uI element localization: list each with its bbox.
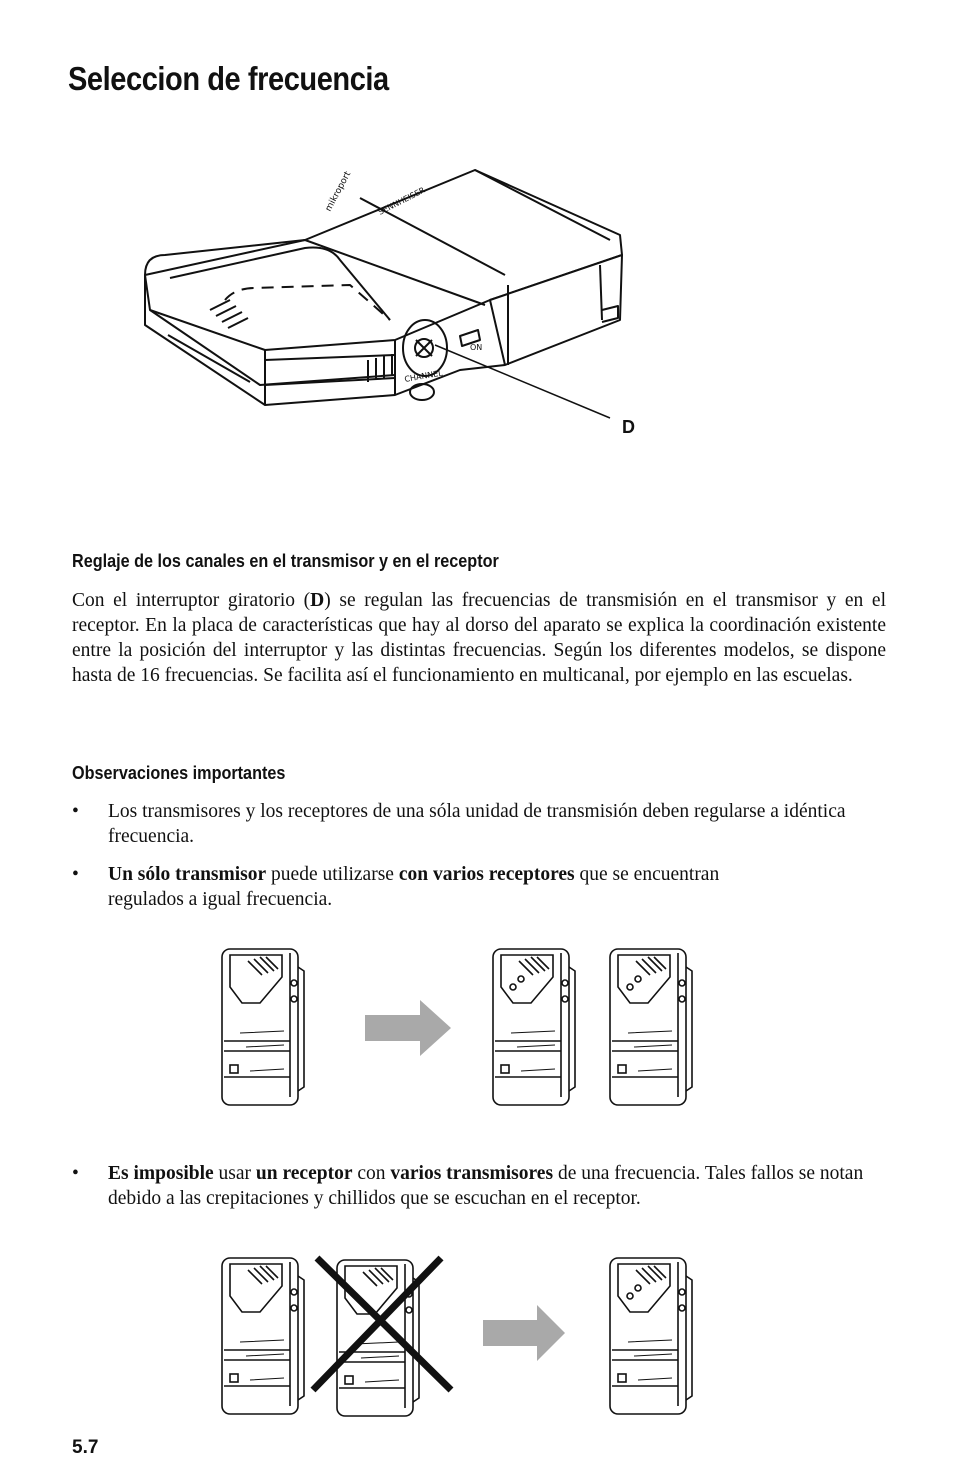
callout-label-d: D (622, 417, 635, 437)
bullet-item-2 (72, 862, 772, 912)
section-heading-channels: Reglaje de los canales en el transmisor y en el receptor (72, 551, 499, 571)
bullet-symbol: • (72, 801, 79, 822)
body-text: Con el interruptor giratorio ( (72, 590, 311, 611)
body-text: ) se regulan las frecuencias de transmisión en el transmisor y en el receptor. En la placa de características que hay al dorso del aparato se explica la coordinación existente entre la posición del interruptor y las distintas frecuencias. Según los diferentes modelos, se dispone hasta de 16 frecuencias. Se facilita así el funcionamiento en multicanal, por ejemplo en las escuelas. (72, 590, 886, 686)
bullet-text (108, 862, 772, 912)
page-number: 5.7 (72, 1437, 99, 1458)
device-brand-text: SENNHEISER (376, 185, 427, 217)
bullet-text: Los transmisores y los receptores de una sóla unidad de transmisión deben regularse a idéntica frecuencia. (108, 801, 846, 847)
plain-text: usar (213, 1163, 256, 1184)
bullet-symbol: • (72, 1163, 79, 1184)
transmitter-diagram (130, 160, 650, 460)
many-transmitters-one-receiver-diagram (215, 1250, 705, 1420)
bold-text: con varios receptores (398, 864, 575, 885)
bold-text: un receptor (255, 1163, 353, 1184)
device-model-text: mikroport (323, 169, 354, 214)
plain-text: que se encuentran regulados a igual frecuencia. (108, 864, 720, 910)
plain-text: puede utilizarse (266, 864, 399, 885)
bold-text: Un sólo transmisor (108, 864, 267, 885)
dial-label: CHANNEL (403, 368, 444, 384)
bullet-item-1 (72, 799, 892, 849)
plain-text: con (352, 1163, 391, 1184)
arrow-icon (365, 1000, 451, 1056)
switch-label: ON (470, 343, 483, 352)
body-bold-ref: D (310, 590, 325, 611)
bullet-item-3 (72, 1161, 892, 1211)
bold-text: Es imposible (108, 1163, 214, 1184)
section-body-channels (72, 588, 886, 688)
one-transmitter-many-receivers-diagram (215, 945, 705, 1110)
bullet-text (108, 1161, 892, 1211)
page-title: Seleccion de frecuencia (68, 60, 389, 97)
bold-text: varios transmisores (390, 1163, 554, 1184)
arrow-icon (483, 1305, 565, 1361)
bullet-symbol: • (72, 864, 79, 885)
section-heading-notes: Observaciones importantes (72, 763, 286, 783)
plain-text: de una frecuencia. Tales fallos se notan debido a las crepitaciones y chillidos que se escuchan en el receptor. (108, 1163, 864, 1209)
